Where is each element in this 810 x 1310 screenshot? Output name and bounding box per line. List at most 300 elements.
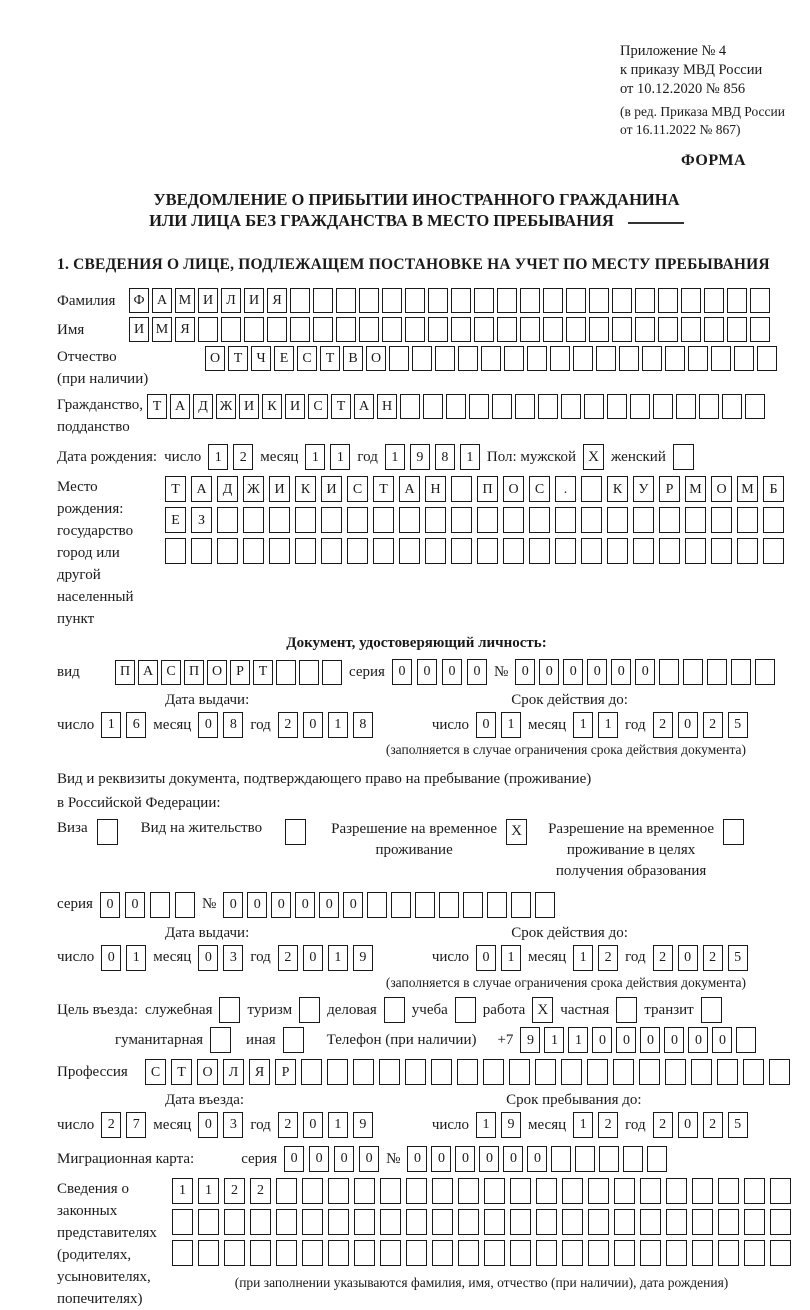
char-cell[interactable] <box>770 1240 791 1266</box>
char-cell[interactable] <box>562 1178 583 1204</box>
char-cell[interactable]: 0 <box>664 1027 684 1053</box>
char-cell[interactable]: К <box>295 476 316 502</box>
char-cell[interactable]: 0 <box>303 945 323 971</box>
char-cell[interactable] <box>301 1059 322 1085</box>
purpose-other-checkbox[interactable] <box>283 1027 304 1053</box>
char-cell[interactable] <box>415 892 435 918</box>
char-cell[interactable] <box>711 507 732 533</box>
char-cell[interactable] <box>477 507 498 533</box>
char-cell[interactable]: 1 <box>330 444 350 470</box>
char-cell[interactable] <box>425 507 446 533</box>
char-cell[interactable] <box>451 288 471 313</box>
char-cell[interactable] <box>328 1209 349 1235</box>
char-cell[interactable] <box>382 288 402 313</box>
char-cell[interactable]: И <box>198 288 218 313</box>
char-cell[interactable]: 0 <box>334 1146 354 1172</box>
char-cell[interactable] <box>770 1209 791 1235</box>
char-cell[interactable] <box>614 1178 635 1204</box>
char-cell[interactable] <box>172 1209 193 1235</box>
char-cell[interactable] <box>757 346 777 371</box>
visa-checkbox[interactable] <box>97 819 118 845</box>
char-cell[interactable] <box>731 659 751 685</box>
char-cell[interactable] <box>474 317 494 342</box>
char-cell[interactable]: 0 <box>515 659 535 685</box>
purpose-transit-checkbox[interactable] <box>701 997 722 1023</box>
char-cell[interactable] <box>276 1178 297 1204</box>
char-cell[interactable] <box>659 659 679 685</box>
char-cell[interactable] <box>640 1209 661 1235</box>
char-cell[interactable] <box>503 507 524 533</box>
char-cell[interactable]: Т <box>331 394 351 419</box>
char-cell[interactable] <box>666 1178 687 1204</box>
char-cell[interactable] <box>451 538 472 564</box>
char-cell[interactable]: 2 <box>278 1112 298 1138</box>
char-cell[interactable] <box>688 346 708 371</box>
char-cell[interactable]: 2 <box>278 945 298 971</box>
char-cell[interactable]: Б <box>763 476 784 502</box>
char-cell[interactable]: 3 <box>223 1112 243 1138</box>
char-cell[interactable] <box>551 1146 571 1172</box>
char-cell[interactable] <box>446 394 466 419</box>
char-cell[interactable] <box>589 317 609 342</box>
char-cell[interactable] <box>484 1178 505 1204</box>
char-cell[interactable]: 0 <box>688 1027 708 1053</box>
char-cell[interactable]: Т <box>253 660 273 685</box>
char-cell[interactable]: У <box>633 476 654 502</box>
char-cell[interactable]: С <box>145 1059 166 1085</box>
char-cell[interactable]: 1 <box>573 712 593 738</box>
char-cell[interactable]: К <box>262 394 282 419</box>
char-cell[interactable] <box>428 288 448 313</box>
char-cell[interactable] <box>243 507 264 533</box>
char-cell[interactable] <box>734 346 754 371</box>
char-cell[interactable]: 1 <box>501 945 521 971</box>
char-cell[interactable] <box>658 288 678 313</box>
char-cell[interactable] <box>718 1240 739 1266</box>
char-cell[interactable]: 2 <box>653 945 673 971</box>
char-cell[interactable] <box>244 317 264 342</box>
temp-residence-checkbox[interactable]: X <box>506 819 527 845</box>
char-cell[interactable]: 0 <box>476 712 496 738</box>
char-cell[interactable] <box>743 1059 764 1085</box>
char-cell[interactable]: 5 <box>728 945 748 971</box>
char-cell[interactable] <box>380 1209 401 1235</box>
char-cell[interactable]: 5 <box>728 1112 748 1138</box>
char-cell[interactable] <box>198 317 218 342</box>
char-cell[interactable] <box>382 317 402 342</box>
char-cell[interactable]: 0 <box>527 1146 547 1172</box>
char-cell[interactable] <box>665 1059 686 1085</box>
char-cell[interactable] <box>744 1178 765 1204</box>
char-cell[interactable] <box>659 538 680 564</box>
char-cell[interactable] <box>561 394 581 419</box>
char-cell[interactable]: 2 <box>598 1112 618 1138</box>
char-cell[interactable] <box>336 317 356 342</box>
char-cell[interactable]: 0 <box>343 892 363 918</box>
char-cell[interactable] <box>492 394 512 419</box>
char-cell[interactable] <box>432 1209 453 1235</box>
char-cell[interactable] <box>755 659 775 685</box>
char-cell[interactable] <box>562 1240 583 1266</box>
char-cell[interactable]: 1 <box>598 712 618 738</box>
char-cell[interactable]: Д <box>217 476 238 502</box>
char-cell[interactable]: 0 <box>587 659 607 685</box>
char-cell[interactable]: 0 <box>592 1027 612 1053</box>
char-cell[interactable] <box>543 317 563 342</box>
char-cell[interactable] <box>290 317 310 342</box>
char-cell[interactable] <box>321 507 342 533</box>
char-cell[interactable] <box>659 507 680 533</box>
purpose-private-checkbox[interactable] <box>616 997 637 1023</box>
char-cell[interactable] <box>666 1209 687 1235</box>
char-cell[interactable]: 2 <box>233 444 253 470</box>
char-cell[interactable] <box>367 892 387 918</box>
char-cell[interactable] <box>630 394 650 419</box>
char-cell[interactable] <box>373 507 394 533</box>
char-cell[interactable] <box>744 1209 765 1235</box>
char-cell[interactable]: П <box>184 660 204 685</box>
char-cell[interactable] <box>165 538 186 564</box>
char-cell[interactable]: Т <box>147 394 167 419</box>
char-cell[interactable] <box>406 1240 427 1266</box>
char-cell[interactable] <box>354 1209 375 1235</box>
char-cell[interactable] <box>504 346 524 371</box>
char-cell[interactable]: С <box>529 476 550 502</box>
char-cell[interactable] <box>373 538 394 564</box>
char-cell[interactable]: П <box>477 476 498 502</box>
char-cell[interactable]: Т <box>373 476 394 502</box>
char-cell[interactable] <box>458 1240 479 1266</box>
char-cell[interactable] <box>327 1059 348 1085</box>
char-cell[interactable] <box>347 507 368 533</box>
char-cell[interactable]: Д <box>193 394 213 419</box>
char-cell[interactable] <box>711 346 731 371</box>
char-cell[interactable] <box>635 317 655 342</box>
char-cell[interactable]: 5 <box>728 712 748 738</box>
purpose-humanitarian-checkbox[interactable] <box>210 1027 231 1053</box>
purpose-study-checkbox[interactable] <box>455 997 476 1023</box>
char-cell[interactable]: 0 <box>303 712 323 738</box>
char-cell[interactable]: 0 <box>563 659 583 685</box>
char-cell[interactable]: И <box>285 394 305 419</box>
char-cell[interactable] <box>704 288 724 313</box>
char-cell[interactable] <box>267 317 287 342</box>
char-cell[interactable] <box>691 1059 712 1085</box>
char-cell[interactable]: 0 <box>678 712 698 738</box>
char-cell[interactable] <box>717 1059 738 1085</box>
char-cell[interactable] <box>555 538 576 564</box>
char-cell[interactable] <box>509 1059 530 1085</box>
char-cell[interactable]: 2 <box>703 1112 723 1138</box>
char-cell[interactable]: 0 <box>319 892 339 918</box>
char-cell[interactable] <box>474 288 494 313</box>
char-cell[interactable] <box>406 1209 427 1235</box>
char-cell[interactable] <box>497 317 517 342</box>
char-cell[interactable]: О <box>503 476 524 502</box>
char-cell[interactable] <box>406 1178 427 1204</box>
char-cell[interactable] <box>399 507 420 533</box>
char-cell[interactable]: Т <box>171 1059 192 1085</box>
char-cell[interactable] <box>529 507 550 533</box>
char-cell[interactable]: 1 <box>568 1027 588 1053</box>
char-cell[interactable] <box>566 317 586 342</box>
char-cell[interactable] <box>599 1146 619 1172</box>
char-cell[interactable] <box>536 1240 557 1266</box>
char-cell[interactable] <box>458 1209 479 1235</box>
char-cell[interactable] <box>412 346 432 371</box>
char-cell[interactable]: 2 <box>653 1112 673 1138</box>
char-cell[interactable] <box>336 288 356 313</box>
char-cell[interactable] <box>750 288 770 313</box>
char-cell[interactable]: 0 <box>479 1146 499 1172</box>
char-cell[interactable] <box>520 288 540 313</box>
char-cell[interactable]: А <box>399 476 420 502</box>
char-cell[interactable] <box>400 394 420 419</box>
char-cell[interactable]: 0 <box>309 1146 329 1172</box>
char-cell[interactable]: Т <box>165 476 186 502</box>
char-cell[interactable] <box>623 1146 643 1172</box>
char-cell[interactable]: О <box>207 660 227 685</box>
char-cell[interactable]: М <box>737 476 758 502</box>
char-cell[interactable] <box>639 1059 660 1085</box>
char-cell[interactable] <box>359 317 379 342</box>
char-cell[interactable] <box>276 660 296 685</box>
char-cell[interactable] <box>681 288 701 313</box>
char-cell[interactable] <box>276 1209 297 1235</box>
char-cell[interactable] <box>321 538 342 564</box>
char-cell[interactable] <box>484 1240 505 1266</box>
char-cell[interactable]: 1 <box>172 1178 193 1204</box>
char-cell[interactable]: 1 <box>101 712 121 738</box>
char-cell[interactable]: 1 <box>573 1112 593 1138</box>
char-cell[interactable]: А <box>138 660 158 685</box>
char-cell[interactable] <box>224 1240 245 1266</box>
char-cell[interactable]: И <box>244 288 264 313</box>
char-cell[interactable]: 2 <box>250 1178 271 1204</box>
char-cell[interactable] <box>770 1178 791 1204</box>
char-cell[interactable] <box>515 394 535 419</box>
char-cell[interactable] <box>299 660 319 685</box>
char-cell[interactable] <box>584 394 604 419</box>
char-cell[interactable] <box>607 538 628 564</box>
char-cell[interactable] <box>527 346 547 371</box>
char-cell[interactable]: Я <box>267 288 287 313</box>
char-cell[interactable] <box>497 288 517 313</box>
char-cell[interactable] <box>588 1178 609 1204</box>
char-cell[interactable] <box>347 538 368 564</box>
char-cell[interactable] <box>484 1209 505 1235</box>
char-cell[interactable] <box>198 1209 219 1235</box>
char-cell[interactable] <box>683 659 703 685</box>
char-cell[interactable] <box>354 1240 375 1266</box>
char-cell[interactable]: Ч <box>251 346 271 371</box>
char-cell[interactable] <box>647 1146 667 1172</box>
char-cell[interactable] <box>175 892 195 918</box>
char-cell[interactable] <box>269 507 290 533</box>
char-cell[interactable]: 0 <box>431 1146 451 1172</box>
char-cell[interactable]: 0 <box>455 1146 475 1172</box>
char-cell[interactable] <box>575 1146 595 1172</box>
sex-female-checkbox[interactable] <box>673 444 694 470</box>
char-cell[interactable]: 1 <box>305 444 325 470</box>
char-cell[interactable] <box>607 394 627 419</box>
char-cell[interactable]: 0 <box>616 1027 636 1053</box>
char-cell[interactable]: Е <box>165 507 186 533</box>
char-cell[interactable]: 1 <box>328 712 348 738</box>
char-cell[interactable] <box>487 892 507 918</box>
char-cell[interactable]: 0 <box>712 1027 732 1053</box>
char-cell[interactable]: З <box>191 507 212 533</box>
char-cell[interactable] <box>612 288 632 313</box>
char-cell[interactable]: 2 <box>101 1112 121 1138</box>
char-cell[interactable] <box>520 317 540 342</box>
char-cell[interactable]: 7 <box>126 1112 146 1138</box>
char-cell[interactable] <box>737 538 758 564</box>
char-cell[interactable] <box>685 507 706 533</box>
char-cell[interactable]: 2 <box>278 712 298 738</box>
char-cell[interactable]: М <box>175 288 195 313</box>
char-cell[interactable] <box>718 1209 739 1235</box>
char-cell[interactable]: 0 <box>198 1112 218 1138</box>
char-cell[interactable] <box>607 507 628 533</box>
char-cell[interactable] <box>391 892 411 918</box>
char-cell[interactable]: 1 <box>385 444 405 470</box>
char-cell[interactable] <box>543 288 563 313</box>
residence-permit-checkbox[interactable] <box>285 819 306 845</box>
char-cell[interactable] <box>399 538 420 564</box>
char-cell[interactable] <box>614 1209 635 1235</box>
char-cell[interactable] <box>295 538 316 564</box>
char-cell[interactable]: П <box>115 660 135 685</box>
char-cell[interactable]: 1 <box>328 945 348 971</box>
char-cell[interactable] <box>359 288 379 313</box>
char-cell[interactable]: О <box>197 1059 218 1085</box>
char-cell[interactable]: 1 <box>476 1112 496 1138</box>
char-cell[interactable] <box>612 317 632 342</box>
char-cell[interactable]: 9 <box>353 1112 373 1138</box>
purpose-work-checkbox[interactable]: X <box>532 997 553 1023</box>
char-cell[interactable]: Т <box>228 346 248 371</box>
char-cell[interactable]: 0 <box>100 892 120 918</box>
char-cell[interactable]: 0 <box>407 1146 427 1172</box>
char-cell[interactable] <box>750 317 770 342</box>
char-cell[interactable] <box>727 317 747 342</box>
char-cell[interactable]: 2 <box>703 712 723 738</box>
char-cell[interactable]: 0 <box>392 659 412 685</box>
char-cell[interactable]: И <box>239 394 259 419</box>
char-cell[interactable] <box>642 346 662 371</box>
char-cell[interactable] <box>685 538 706 564</box>
char-cell[interactable]: 0 <box>359 1146 379 1172</box>
char-cell[interactable]: 0 <box>503 1146 523 1172</box>
char-cell[interactable] <box>707 659 727 685</box>
char-cell[interactable] <box>581 538 602 564</box>
char-cell[interactable] <box>535 892 555 918</box>
char-cell[interactable] <box>511 892 531 918</box>
char-cell[interactable] <box>588 1209 609 1235</box>
char-cell[interactable] <box>561 1059 582 1085</box>
char-cell[interactable] <box>328 1240 349 1266</box>
char-cell[interactable]: 1 <box>126 945 146 971</box>
char-cell[interactable] <box>704 317 724 342</box>
char-cell[interactable] <box>658 317 678 342</box>
char-cell[interactable] <box>538 394 558 419</box>
char-cell[interactable]: О <box>711 476 732 502</box>
purpose-business-checkbox[interactable] <box>384 997 405 1023</box>
char-cell[interactable]: Н <box>425 476 446 502</box>
char-cell[interactable] <box>510 1178 531 1204</box>
char-cell[interactable] <box>435 346 455 371</box>
char-cell[interactable]: 0 <box>295 892 315 918</box>
char-cell[interactable]: И <box>269 476 290 502</box>
char-cell[interactable]: 0 <box>303 1112 323 1138</box>
char-cell[interactable] <box>535 1059 556 1085</box>
char-cell[interactable]: М <box>685 476 706 502</box>
char-cell[interactable] <box>581 476 602 502</box>
char-cell[interactable]: А <box>152 288 172 313</box>
char-cell[interactable]: 8 <box>223 712 243 738</box>
char-cell[interactable] <box>302 1240 323 1266</box>
char-cell[interactable]: А <box>354 394 374 419</box>
char-cell[interactable] <box>589 288 609 313</box>
char-cell[interactable] <box>665 346 685 371</box>
char-cell[interactable] <box>681 317 701 342</box>
char-cell[interactable] <box>469 394 489 419</box>
char-cell[interactable] <box>581 507 602 533</box>
char-cell[interactable] <box>451 317 471 342</box>
char-cell[interactable]: 9 <box>501 1112 521 1138</box>
char-cell[interactable]: 0 <box>417 659 437 685</box>
char-cell[interactable] <box>640 1240 661 1266</box>
char-cell[interactable] <box>172 1240 193 1266</box>
char-cell[interactable] <box>198 1240 219 1266</box>
char-cell[interactable] <box>596 346 616 371</box>
char-cell[interactable]: 0 <box>678 945 698 971</box>
char-cell[interactable] <box>458 346 478 371</box>
purpose-tourism-checkbox[interactable] <box>299 997 320 1023</box>
char-cell[interactable]: 9 <box>353 945 373 971</box>
char-cell[interactable] <box>477 538 498 564</box>
char-cell[interactable] <box>529 538 550 564</box>
char-cell[interactable] <box>744 1240 765 1266</box>
char-cell[interactable]: Л <box>223 1059 244 1085</box>
char-cell[interactable]: Е <box>274 346 294 371</box>
char-cell[interactable] <box>536 1178 557 1204</box>
char-cell[interactable] <box>431 1059 452 1085</box>
char-cell[interactable]: Т <box>320 346 340 371</box>
char-cell[interactable]: Я <box>249 1059 270 1085</box>
char-cell[interactable] <box>243 538 264 564</box>
char-cell[interactable] <box>221 317 241 342</box>
char-cell[interactable]: 1 <box>198 1178 219 1204</box>
char-cell[interactable]: И <box>321 476 342 502</box>
char-cell[interactable] <box>769 1059 790 1085</box>
char-cell[interactable] <box>217 507 238 533</box>
char-cell[interactable] <box>573 346 593 371</box>
char-cell[interactable]: 1 <box>544 1027 564 1053</box>
char-cell[interactable] <box>737 507 758 533</box>
char-cell[interactable]: 9 <box>520 1027 540 1053</box>
char-cell[interactable] <box>405 317 425 342</box>
purpose-official-checkbox[interactable] <box>219 997 240 1023</box>
char-cell[interactable] <box>692 1240 713 1266</box>
char-cell[interactable] <box>451 507 472 533</box>
char-cell[interactable] <box>451 476 472 502</box>
char-cell[interactable]: И <box>129 317 149 342</box>
char-cell[interactable]: С <box>308 394 328 419</box>
char-cell[interactable] <box>457 1059 478 1085</box>
char-cell[interactable]: А <box>170 394 190 419</box>
